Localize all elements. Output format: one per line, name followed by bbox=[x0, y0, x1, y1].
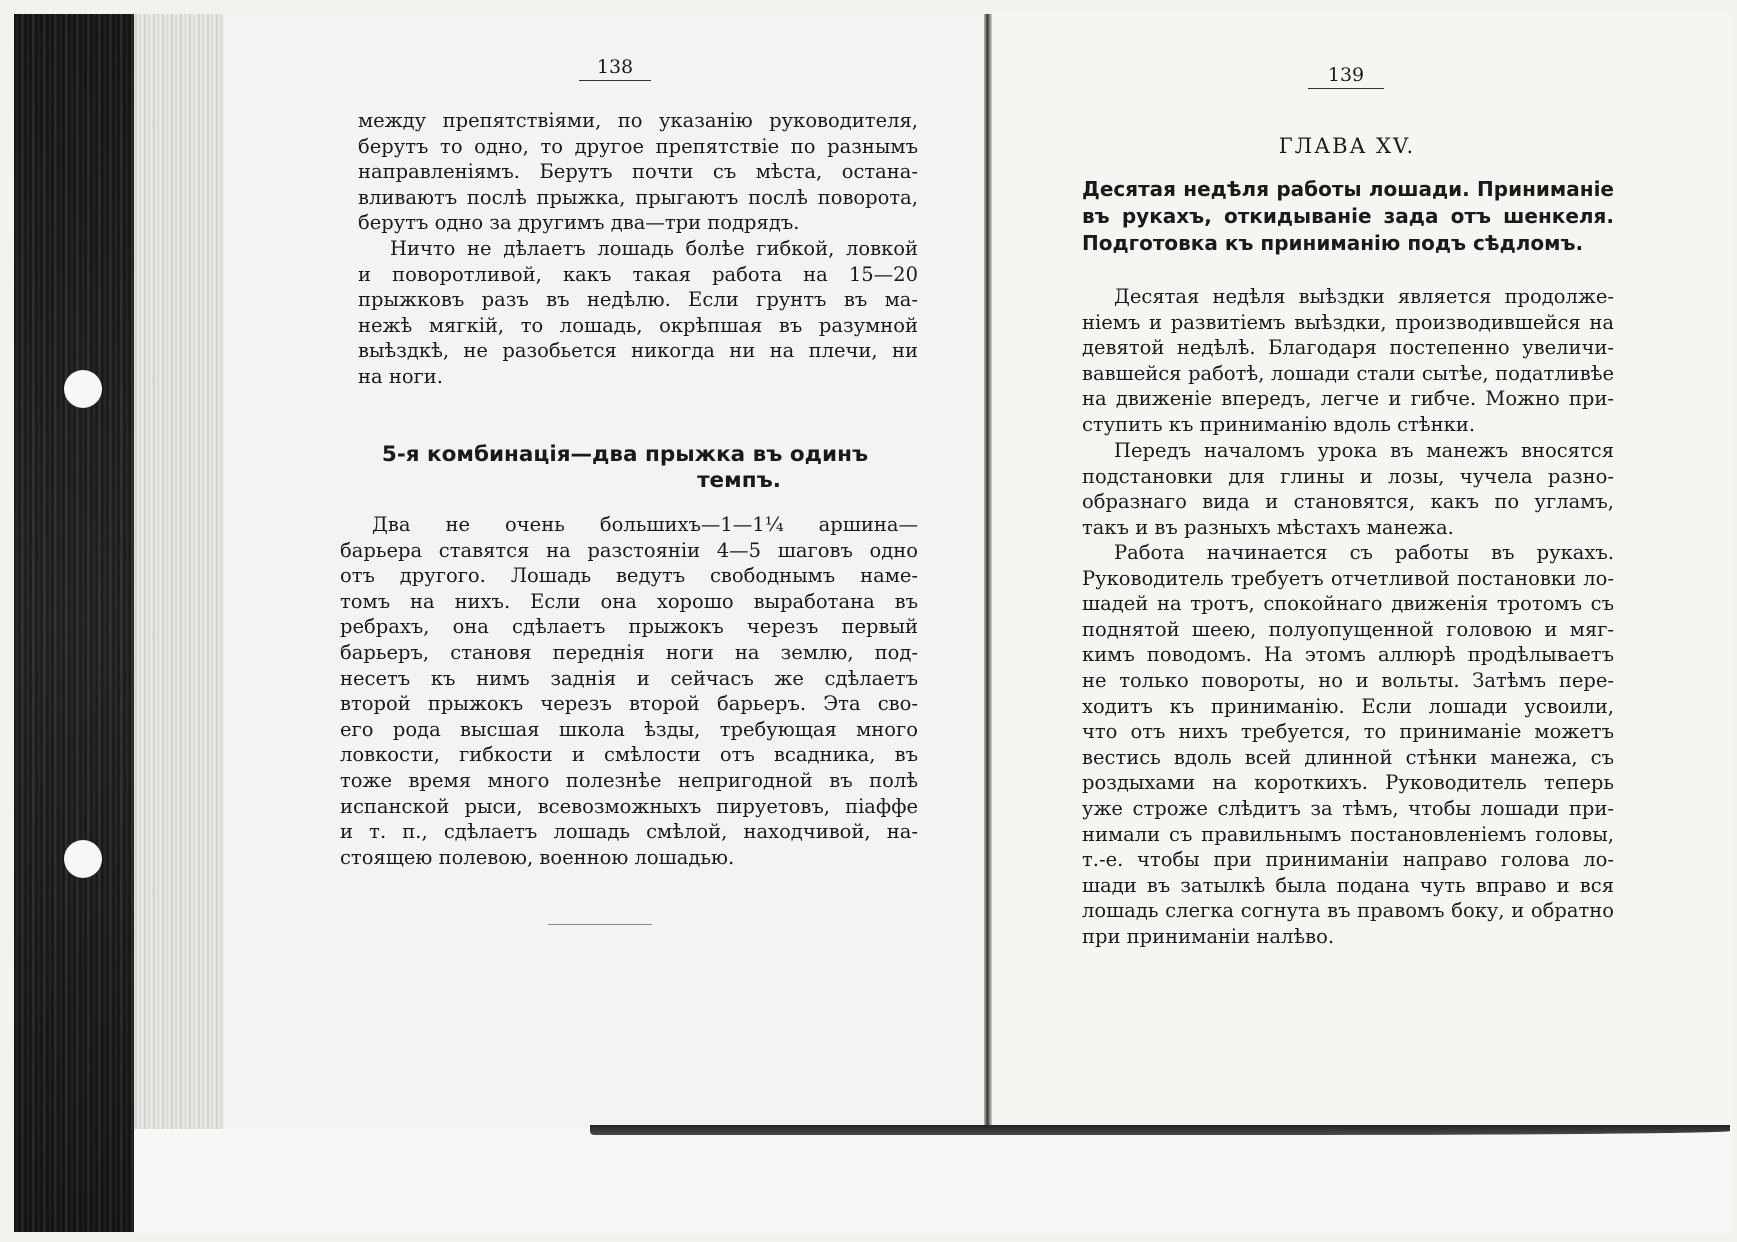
text-line: ніемъ и развитіемъ выѣздки, производившейся на bbox=[1082, 310, 1614, 334]
text-line: въ рукахъ, откидываніе зада отъ шенкеля. bbox=[1082, 204, 1614, 228]
text-line: Подготовка къ приниманію подъ сѣдломъ. bbox=[1082, 231, 1584, 255]
page-stack-edge bbox=[134, 14, 224, 1129]
text-line: такъ и въ разныхъ мѣстахъ манежа. bbox=[1082, 515, 1454, 539]
left-page bbox=[224, 14, 984, 1129]
text-line: не только повороты, но и вольты. Затѣмъ пере- bbox=[1082, 668, 1614, 692]
text-line: отъ другого. Лошадь ведутъ свободнымъ наме- bbox=[340, 564, 918, 588]
text-line: роздыхами на короткихъ. Руководитель теперь bbox=[1082, 771, 1614, 795]
text-line: направленіямъ. Берутъ почти съ мѣста, останa- bbox=[358, 160, 918, 184]
text-line: Два не очень большихъ—1—1¼ аршина— bbox=[372, 513, 918, 536]
text-line: девятой недѣлѣ. Благодаря постепенно увеличи- bbox=[1082, 336, 1614, 360]
text-line: нимали съ правильнымъ постановленіемъ головы, bbox=[1082, 822, 1614, 846]
text-line: берутъ то одно, то другое препятствіе по разнымъ bbox=[358, 134, 918, 158]
text-line: нежѣ мягкій, то лошадь, окрѣпшая въ разумной bbox=[358, 313, 918, 337]
text-line: выѣздкѣ, не разобьется никогда ни на плечи, ни bbox=[358, 339, 918, 363]
left-paragraph-1 bbox=[358, 108, 918, 236]
text-line: барьера ставятся на разстояніи 4—5 шаговъ одно bbox=[340, 538, 918, 562]
text-line: Ничто не дѣлаетъ лошадь болѣе гибкой, ловкой bbox=[390, 237, 918, 260]
text-line: при приниманіи налѣво. bbox=[1082, 924, 1335, 948]
right-paragraph-3 bbox=[1082, 540, 1614, 950]
book-binding-edge bbox=[14, 14, 134, 1232]
text-line: второй прыжокъ черезъ второй барьеръ. Эта сво- bbox=[340, 692, 918, 716]
text-line: стоящею полевою, военною лошадью. bbox=[340, 845, 735, 869]
text-line: вавшейся работѣ, лошади стали сытѣе, податливѣе bbox=[1082, 361, 1614, 385]
text-line: и поворотливой, какъ такая работа на 15—20 bbox=[358, 262, 918, 286]
left-paragraph-3 bbox=[340, 512, 918, 870]
text-line: вливаютъ послѣ прыжка, прыгаютъ послѣ поворота, bbox=[358, 185, 918, 209]
page-number-left: 138 bbox=[579, 56, 651, 81]
text-line: Работа начинается съ работы въ рукахъ. bbox=[1114, 541, 1614, 564]
text-line: и т. п., сдѣлаетъ лошадь смѣлой, находчивой, на- bbox=[340, 820, 918, 844]
right-paragraph-1 bbox=[1082, 284, 1614, 438]
page-number-right: 139 bbox=[1308, 64, 1384, 89]
text-line: лошадь слегка согнута въ правомъ боку, и обратно bbox=[1082, 899, 1614, 923]
right-page bbox=[992, 14, 1732, 1129]
right-paragraph-2 bbox=[1082, 438, 1614, 540]
text-line: Десятая недѣля выѣздки является продолже- bbox=[1114, 285, 1614, 308]
text-line: образнаго вида и становятся, какъ по угламъ, bbox=[1082, 490, 1614, 514]
text-line: Передъ началомъ урока въ манежъ вносятся bbox=[1114, 439, 1614, 462]
combination-subheading bbox=[320, 442, 930, 494]
text-line: шадей на тротъ, спокойнаго движенія тротомъ съ bbox=[1082, 592, 1614, 616]
text-line: Руководитель требуетъ отчетливой постановки ло- bbox=[1082, 566, 1614, 590]
text-line: ходитъ къ приниманію. Если лошади усвоили, bbox=[1082, 694, 1614, 718]
text-line: шади въ затылкѣ была подана чуть вправо и вся bbox=[1082, 873, 1614, 897]
left-paragraph-2 bbox=[358, 236, 918, 390]
text-line: ловкости, гибкости и смѣлости отъ всадника, въ bbox=[340, 743, 918, 767]
text-line: на движеніе впередъ, легче и гибче. Можно при- bbox=[1082, 387, 1614, 411]
chapter-title: ГЛАВА XV. bbox=[1278, 134, 1416, 158]
text-line: берутъ одно за другимъ два—три подрядъ. bbox=[358, 211, 800, 235]
text-line: испанской рыси, всевозможныхъ пируетовъ, піаффе bbox=[340, 794, 918, 818]
text-line: тоже время много полезнѣе непригодной въ полѣ bbox=[340, 768, 918, 792]
text-line: между препятствіями, по указанію руководителя, bbox=[358, 109, 918, 132]
text-line: кимъ поводомъ. На этомъ аллюрѣ продѣлываетъ bbox=[1082, 643, 1614, 667]
text-line: поднятой шеею, полуопущенной головою и мяг- bbox=[1082, 617, 1614, 641]
text-line: прыжковъ разъ въ недѣлю. Если грунтъ въ ма- bbox=[358, 288, 918, 312]
subheading-line-2: темпъ. bbox=[697, 468, 781, 493]
text-line: ступить къ приниманію вдоль стѣнки. bbox=[1082, 412, 1476, 436]
text-line: его рода высшая школа ѣзды, требующая много bbox=[340, 717, 918, 741]
text-line: ребрахъ, она сдѣлаетъ прыжокъ черезъ первый bbox=[340, 615, 918, 639]
punch-hole bbox=[64, 840, 102, 878]
page-edge-shadow bbox=[590, 1125, 1730, 1135]
text-line: что отъ нихъ требуется, то приниманіе можетъ bbox=[1082, 720, 1614, 744]
text-line: барьеръ, становя переднія ноги на землю, под- bbox=[340, 640, 918, 664]
chapter-heading bbox=[1082, 176, 1614, 257]
text-line: Десятая недѣля работы лошади. Приниманіе bbox=[1082, 177, 1614, 201]
punch-hole bbox=[64, 370, 102, 408]
subheading-line-1: 5-я комбинація—два прыжка въ одинъ bbox=[381, 442, 869, 467]
book-gutter bbox=[984, 14, 992, 1129]
text-line: подстановки для глины и лозы, чучела разно- bbox=[1082, 464, 1614, 488]
section-end-rule bbox=[548, 924, 652, 925]
text-line: на ноги. bbox=[358, 364, 443, 388]
text-line: томъ на нихъ. Если она хорошо выработана въ bbox=[340, 589, 918, 613]
text-line: т.-е. чтобы при приниманіи направо голова ло- bbox=[1082, 848, 1614, 872]
text-line: несетъ къ нимъ заднія и сейчасъ же сдѣлаетъ bbox=[340, 666, 918, 690]
scan-bottom-margin bbox=[134, 1129, 1732, 1233]
text-line: вестись вдоль всей длинной стѣнки манежа, съ bbox=[1082, 745, 1614, 769]
text-line: уже строже слѣдитъ за тѣмъ, чтобы лошади при- bbox=[1082, 796, 1614, 820]
